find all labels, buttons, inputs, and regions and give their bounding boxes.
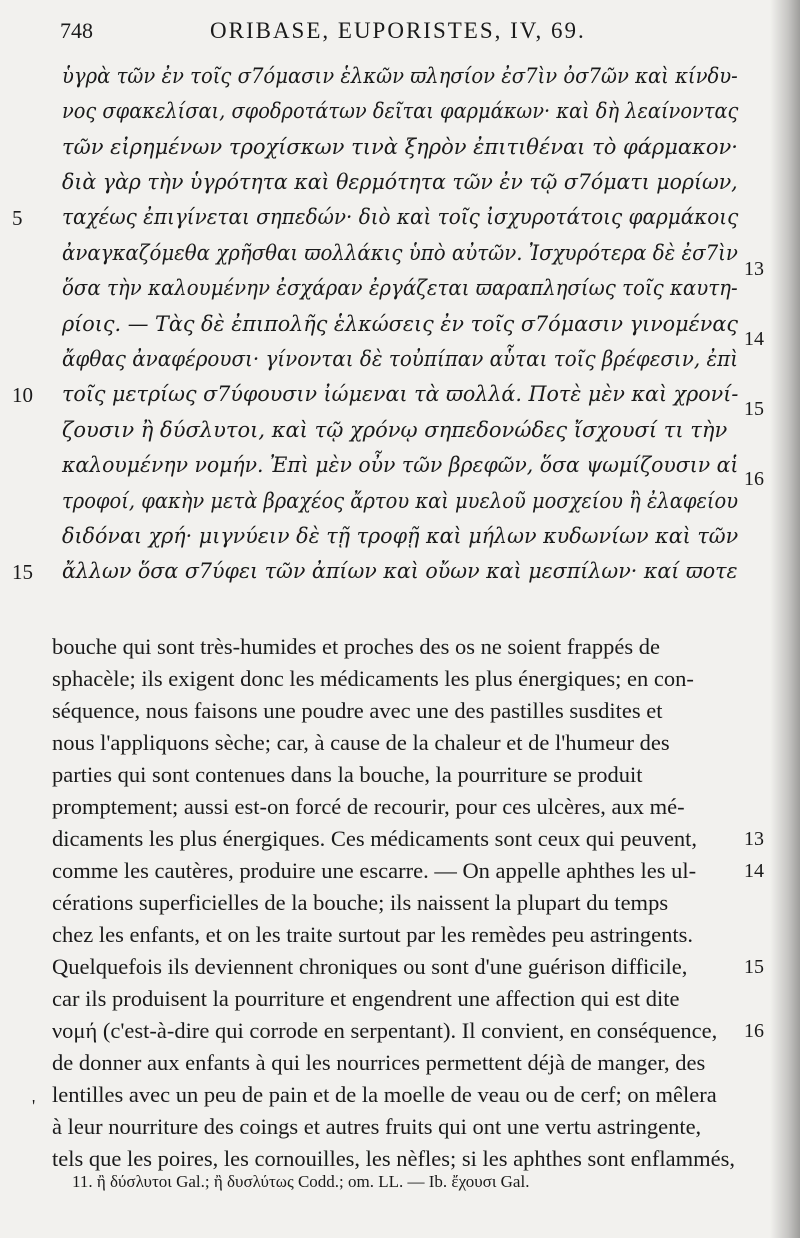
french-line: séquence, nous faisons une poudre avec une des pastilles susdites et: [52, 698, 663, 723]
greek-line: διὰ γὰρ τὴν ὑγρότητα καὶ θερμότητα τῶν ἐν τῷ σ7όματι μορίων,: [62, 170, 738, 194]
greek-line: ταχέως ἐπιγίνεται σηπεδών· διὸ καὶ τοῖς ἰσχυροτάτοις φαρμάκοις: [62, 205, 739, 229]
french-line: chez les enfants, et on les traite surtout par les remèdes peu astringents.: [52, 922, 694, 947]
page-number: 748: [60, 18, 93, 43]
greek-line: ἀναγκαζόμεθα χρῆσθαι ϖολλάκις ὑπὸ αὐτῶν. Ἰσχυρότερα δὲ ἐσ7ὶν: [62, 241, 738, 265]
greek-line: καλουμένην νομήν. Ἐπὶ μὲν οὖν τῶν βρεφῶν, ὅσα ψωμίζουσιν αἱ: [62, 453, 739, 477]
line-number: 15: [12, 560, 33, 584]
french-line: bouche qui sont très-humides et proches des os ne soient frappés de: [52, 634, 660, 659]
greek-line: τροφοί, φακὴν μετὰ βραχέος ἄρτου καὶ μυελοῦ μοσχείου ἢ ἐλαφείου: [62, 489, 739, 513]
section-number: 15: [744, 956, 764, 978]
french-line: promptement; aussi est-on forcé de recourir, pour ces ulcères, aux mé-: [52, 794, 685, 819]
margin-mark: ': [32, 1096, 36, 1116]
french-line: car ils produisent la pourriture et engendrent une affection qui est dite: [52, 986, 680, 1011]
section-number: 13: [744, 258, 764, 280]
french-line: parties qui sont contenues dans la bouche, la pourriture se produit: [52, 762, 643, 787]
section-number: 16: [744, 1020, 764, 1042]
line-number: 5: [12, 206, 23, 230]
line-number: 10: [12, 383, 33, 407]
greek-line: ζουσιν ἢ δύσλυτοι, καὶ τῷ χρόνῳ σηπεδονώδες ἴσχουσί τι τὴν: [62, 418, 728, 442]
french-line: de donner aux enfants à qui les nourrices permettent déjà de manger, des: [52, 1050, 706, 1075]
greek-line: τοῖς μετρίως σ7ύφουσιν ἰώμεναι τὰ ϖολλά. Ποτὲ μὲν καὶ χρονί-: [62, 382, 739, 406]
section-number: 14: [744, 860, 764, 882]
page-spine-shadow: [770, 0, 800, 1238]
section-number: 14: [744, 328, 764, 350]
section-number: 16: [744, 468, 764, 490]
page-header: [60, 18, 750, 50]
french-line: cérations superficielles de la bouche; ils naissent la plupart du temps: [52, 890, 669, 915]
french-line: νομή (c'est-à-dire qui corrode en serpentant). Il convient, en conséquence,: [52, 1018, 718, 1043]
section-number: 13: [744, 828, 764, 850]
greek-line: ἄλλων ὅσα σ7ύφει τῶν ἀπίων καὶ οὔων καὶ μεσπίλων· καί ϖοτε: [62, 559, 738, 583]
greek-line: ἄφθας ἀναφέρουσι· γίνονται δὲ τοὐπίπαν αὗται τοῖς βρέφεσιν, ἐπὶ: [62, 347, 739, 371]
greek-line: ὑγρὰ τῶν ἐν τοῖς σ7όμασιν ἑλκῶν ϖλησίον ἐσ7ὶν ὀσ7ῶν καὶ κίνδυ-: [62, 64, 738, 88]
french-line: comme les cautères, produire une escarre. — On appelle aphthes les ul-: [52, 858, 697, 883]
running-title: ORIBASE, EUPORISTES, IV, 69.: [210, 18, 586, 43]
greek-line: ρίοις. — Τὰς δὲ ἐπιπολῆς ἑλκώσεις ἐν τοῖς σ7όμασιν γινομένας: [62, 312, 738, 336]
greek-line: διδόναι χρή· μιγνύειν δὲ τῇ τροφῇ καὶ μήλων κυδωνίων καὶ τῶν: [62, 524, 739, 548]
french-line: sphacèle; ils exigent donc les médicaments les plus énergiques; en con-: [52, 666, 694, 691]
french-line: Quelquefois ils deviennent chroniques ou sont d'une guérison difficile,: [52, 954, 688, 979]
french-line: à leur nourriture des coings et autres fruits qui ont une vertu astringente,: [52, 1114, 702, 1139]
section-number: 15: [744, 398, 764, 420]
greek-line: τῶν εἰρημένων τροχίσκων τινὰ ξηρὸν ἐπιτιθέναι τὸ φάρμακον·: [62, 135, 738, 159]
greek-line: ὅσα τὴν καλουμένην ἐσχάραν ἐργάζεται ϖαραπλησίως τοῖς καυτη-: [62, 276, 738, 300]
greek-line: νος σφακελίσαι, σφοδροτάτων δεῖται φαρμάκων· καὶ δὴ λεαίνοντας: [62, 99, 739, 123]
french-line: lentilles avec un peu de pain et de la moelle de veau ou de cerf; on mêlera: [52, 1082, 717, 1107]
french-line: dicaments les plus énergiques. Ces médicaments sont ceux qui peuvent,: [52, 826, 698, 851]
french-line: nous l'appliquons sèche; car, à cause de la chaleur et de l'humeur des: [52, 730, 670, 755]
french-line: tels que les poires, les cornouilles, les nèfles; si les aphthes sont enflammés,: [52, 1146, 735, 1171]
footnote: 11. ἢ δύσλυτοι Gal.; ἢ δυσλύτως Codd.; om. LL. — Ib. ἔχουσι Gal.: [72, 1172, 530, 1191]
